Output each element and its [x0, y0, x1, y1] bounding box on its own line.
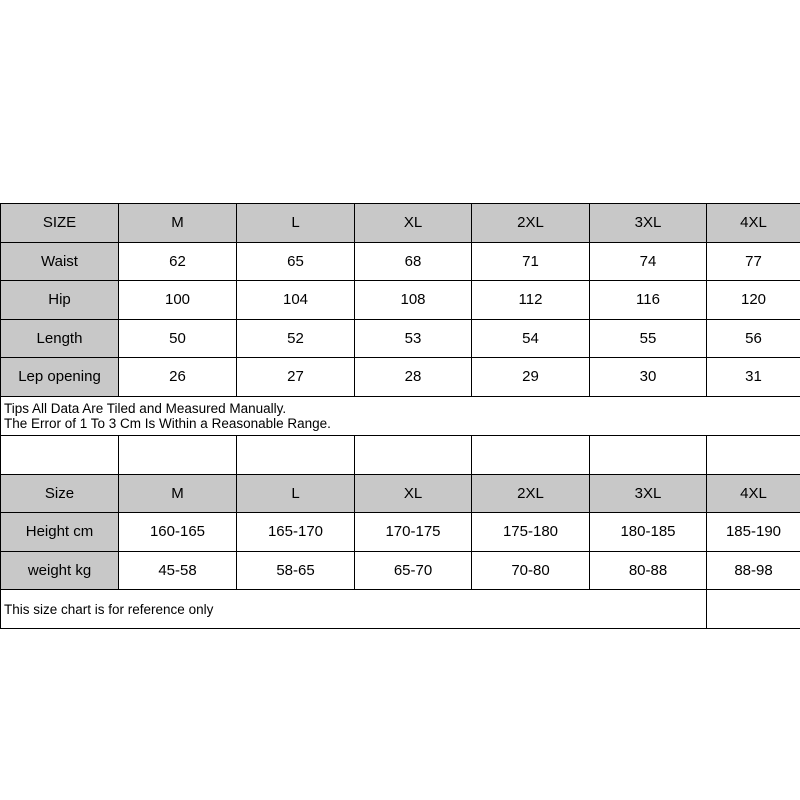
row-label: Waist	[1, 242, 119, 281]
header-cell: M	[119, 474, 237, 513]
note-line-1: Tips All Data Are Tiled and Measured Manually.	[1, 396, 800, 416]
table-cell: 165-170	[237, 513, 355, 552]
size-chart-sheet	[0, 203, 800, 629]
header-cell: 2XL	[472, 474, 590, 513]
table-cell: 100	[119, 281, 237, 320]
row-label: Length	[1, 319, 119, 358]
fit-header-row	[1, 474, 800, 513]
row-label: Lep opening	[1, 358, 119, 397]
table-cell: 180-185	[590, 513, 707, 552]
note-row	[1, 416, 800, 436]
row-label: Hip	[1, 281, 119, 320]
blank-cell	[237, 435, 355, 474]
table-cell: 28	[355, 358, 472, 397]
blank-cell	[707, 590, 800, 629]
table-cell: 112	[472, 281, 590, 320]
table-cell: 62	[119, 242, 237, 281]
footer-row	[1, 590, 800, 629]
header-cell: M	[119, 204, 237, 243]
table-cell: 120	[707, 281, 800, 320]
table-cell: 80-88	[590, 551, 707, 590]
table-cell: 52	[237, 319, 355, 358]
blank-cell	[355, 435, 472, 474]
table-cell: 58-65	[237, 551, 355, 590]
table-cell: 54	[472, 319, 590, 358]
blank-cell	[119, 435, 237, 474]
table-cell: 26	[119, 358, 237, 397]
table-cell: 68	[355, 242, 472, 281]
table-cell: 175-180	[472, 513, 590, 552]
row-label: Height cm	[1, 513, 119, 552]
table-row	[1, 358, 800, 397]
table-cell: 71	[472, 242, 590, 281]
header-cell: L	[237, 474, 355, 513]
size-chart-table	[0, 203, 800, 629]
table-cell: 65-70	[355, 551, 472, 590]
header-cell: Size	[1, 474, 119, 513]
header-cell: 3XL	[590, 474, 707, 513]
table-cell: 55	[590, 319, 707, 358]
table-cell: 185-190	[707, 513, 800, 552]
table-cell: 70-80	[472, 551, 590, 590]
table-row	[1, 319, 800, 358]
table-cell: 160-165	[119, 513, 237, 552]
table-cell: 29	[472, 358, 590, 397]
header-cell: 4XL	[707, 204, 800, 243]
header-cell: SIZE	[1, 204, 119, 243]
header-cell: L	[237, 204, 355, 243]
table-cell: 104	[237, 281, 355, 320]
header-cell: XL	[355, 204, 472, 243]
row-label: weight kg	[1, 551, 119, 590]
blank-cell	[590, 435, 707, 474]
header-cell: 4XL	[707, 474, 800, 513]
measure-header-row	[1, 204, 800, 243]
table-cell: 50	[119, 319, 237, 358]
table-cell: 77	[707, 242, 800, 281]
note-line-2: The Error of 1 To 3 Cm Is Within a Reasonable Range.	[1, 416, 800, 436]
table-row	[1, 513, 800, 552]
table-cell: 74	[590, 242, 707, 281]
table-cell: 108	[355, 281, 472, 320]
blank-cell	[1, 435, 119, 474]
table-cell: 88-98	[707, 551, 800, 590]
table-cell: 170-175	[355, 513, 472, 552]
table-cell: 116	[590, 281, 707, 320]
table-row	[1, 551, 800, 590]
blank-cell	[707, 435, 800, 474]
blank-row	[1, 435, 800, 474]
blank-cell	[472, 435, 590, 474]
note-row	[1, 396, 800, 416]
table-row	[1, 281, 800, 320]
header-cell: 2XL	[472, 204, 590, 243]
table-cell: 30	[590, 358, 707, 397]
table-cell: 65	[237, 242, 355, 281]
table-cell: 56	[707, 319, 800, 358]
header-cell: 3XL	[590, 204, 707, 243]
table-cell: 31	[707, 358, 800, 397]
table-cell: 27	[237, 358, 355, 397]
footnote: This size chart is for reference only	[1, 590, 707, 629]
table-cell: 53	[355, 319, 472, 358]
table-row	[1, 242, 800, 281]
table-cell: 45-58	[119, 551, 237, 590]
header-cell: XL	[355, 474, 472, 513]
